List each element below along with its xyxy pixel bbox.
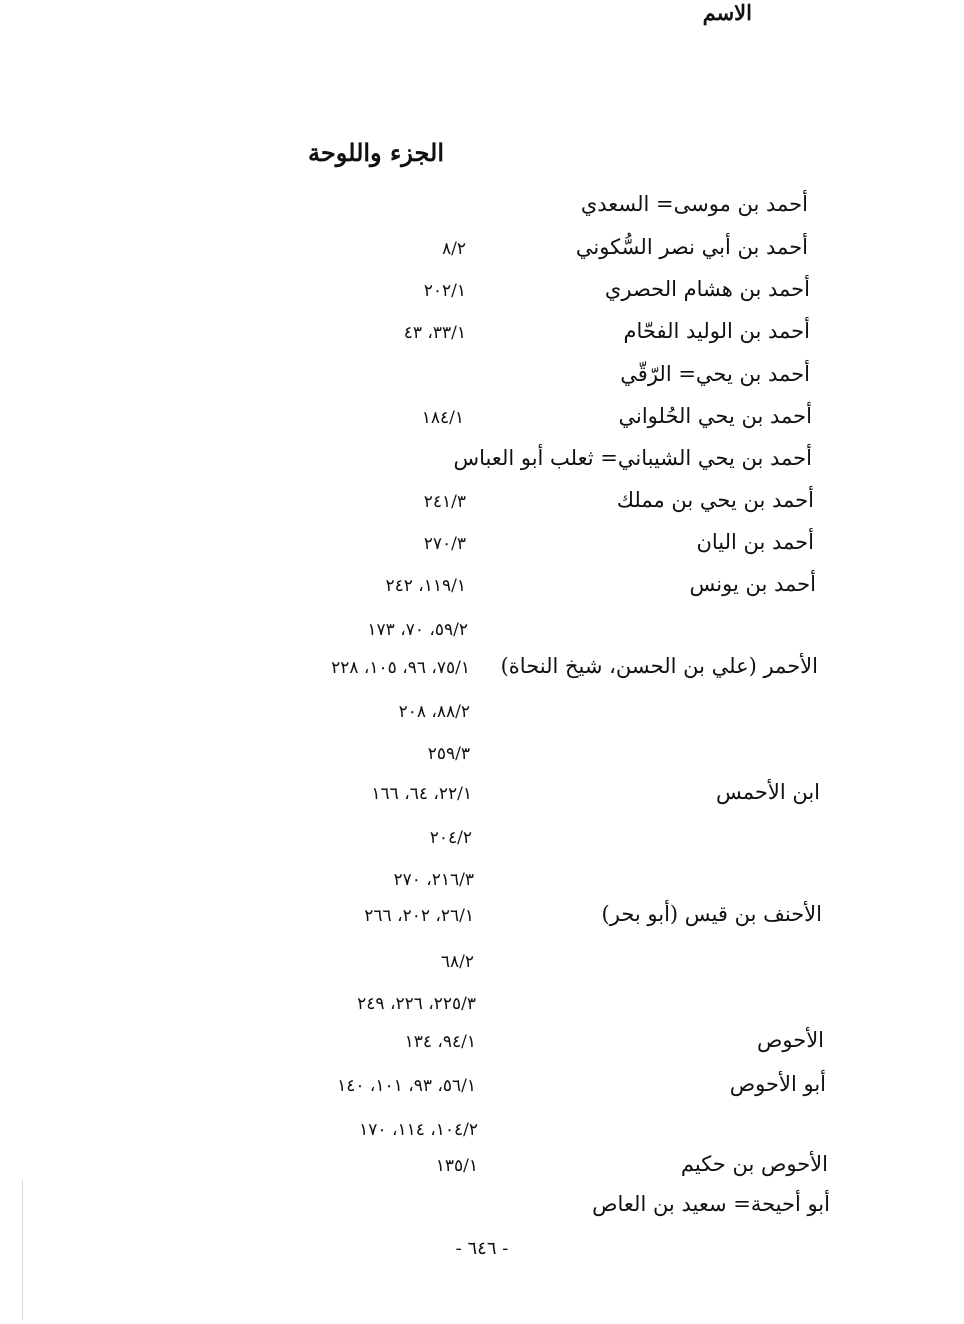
index-entry — [0, 319, 964, 359]
entry-ref: ٨/٢ — [442, 239, 466, 259]
entry-ref: ٢٢٥/٣، ٢٢٦، ٢٤٩ — [357, 994, 476, 1014]
entry-name: أبو الأحوص — [729, 1072, 826, 1096]
index-entry — [0, 1072, 964, 1112]
entry-name: الأحنف بن قيس (أبو بحر) — [601, 902, 822, 926]
index-entry — [0, 488, 964, 528]
entry-name: الأحوص — [756, 1028, 824, 1052]
entry-ref: ٢٠٤/٢ — [429, 828, 472, 848]
entry-ref: ٢٢/١، ٦٤، ١٦٦ — [371, 784, 472, 804]
header-volume: الجزء واللوحة — [308, 138, 444, 167]
entry-name: أحمد بن يحي بن مملك — [616, 488, 814, 512]
entry-ref: ٨٨/٢، ٢٠٨ — [398, 702, 470, 722]
index-entry — [0, 362, 964, 402]
entry-name: أحمد بن اليان — [696, 530, 814, 554]
index-entry — [0, 1116, 964, 1156]
entry-name: أحمد بن أبي نصر السُّكوني — [575, 235, 808, 259]
index-entry — [0, 948, 964, 988]
entry-ref: ٢٦/١، ٢٠٢، ٢٦٦ — [364, 906, 474, 926]
entry-name: الأحمر (علي بن الحسن، شيخ النحاة) — [500, 654, 818, 678]
index-entry — [0, 902, 964, 942]
entry-ref: ٢١٦/٣، ٢٧٠ — [393, 870, 474, 890]
entry-name: أحمد بن يونس — [689, 572, 816, 596]
entry-ref: ٦٨/٢ — [440, 952, 474, 972]
entry-name: أبو أحيحة= سعيد بن العاص — [592, 1192, 830, 1216]
index-entry — [0, 235, 964, 275]
entry-name: أحمد بن الوليد الفحّام — [623, 319, 810, 343]
index-entry — [0, 530, 964, 570]
index-entry — [0, 277, 964, 317]
index-entry — [0, 1028, 964, 1068]
index-entry — [0, 1152, 964, 1192]
entry-ref: ١١٩/١، ٢٤٢ — [385, 576, 466, 596]
page-number: - ٦٤٦ - — [455, 1238, 509, 1259]
index-entry — [0, 404, 964, 444]
entry-ref: ٥٦/١، ٩٣، ١٠١، ١٤٠ — [337, 1076, 476, 1096]
entry-ref: ١٣٥/١ — [435, 1156, 478, 1176]
entry-name: أحمد بن موسى= السعدي — [580, 192, 808, 216]
entry-ref: ١٨٤/١ — [421, 408, 464, 428]
entry-ref: ٢٤١/٣ — [423, 492, 466, 512]
entry-name: أحمد بن يحي الشيباني= ثعلب أبو العباس — [453, 446, 812, 470]
index-entry — [0, 616, 964, 656]
index-entry — [0, 866, 964, 906]
index-entry — [0, 698, 964, 738]
index-entry — [0, 572, 964, 612]
index-entry — [0, 1192, 964, 1232]
entry-ref: ٩٤/١، ١٣٤ — [404, 1032, 476, 1052]
index-entry — [0, 192, 964, 232]
entry-name: الأحوص بن حكيم — [680, 1152, 828, 1176]
index-entry — [0, 824, 964, 864]
entry-ref: ٢٠٢/١ — [423, 281, 466, 301]
entry-ref: ٢٧٠/٣ — [423, 534, 466, 554]
entry-ref: ٣٣/١، ٤٣ — [403, 323, 466, 343]
index-entry — [0, 740, 964, 780]
entry-ref: ٢٥٩/٣ — [427, 744, 470, 764]
entry-name: أحمد بن يحي= الرّقّي — [620, 362, 810, 386]
entry-ref: ٥٩/٢، ٧٠، ١٧٣ — [367, 620, 468, 640]
entry-name: أحمد بن يحي الحُلواني — [618, 404, 812, 428]
index-entry — [0, 990, 964, 1030]
entry-ref: ١٠٤/٢، ١١٤، ١٧٠ — [359, 1120, 478, 1140]
index-entry — [0, 780, 964, 820]
index-entry — [0, 654, 964, 694]
entry-name: ابن الأحمس — [715, 780, 820, 804]
index-entry — [0, 446, 964, 486]
header-name: الاسم — [702, 0, 752, 25]
entry-ref: ٧٥/١، ٩٦، ١٠٥، ٢٢٨ — [331, 658, 470, 678]
entry-name: أحمد بن هشام الحصري — [604, 277, 810, 301]
